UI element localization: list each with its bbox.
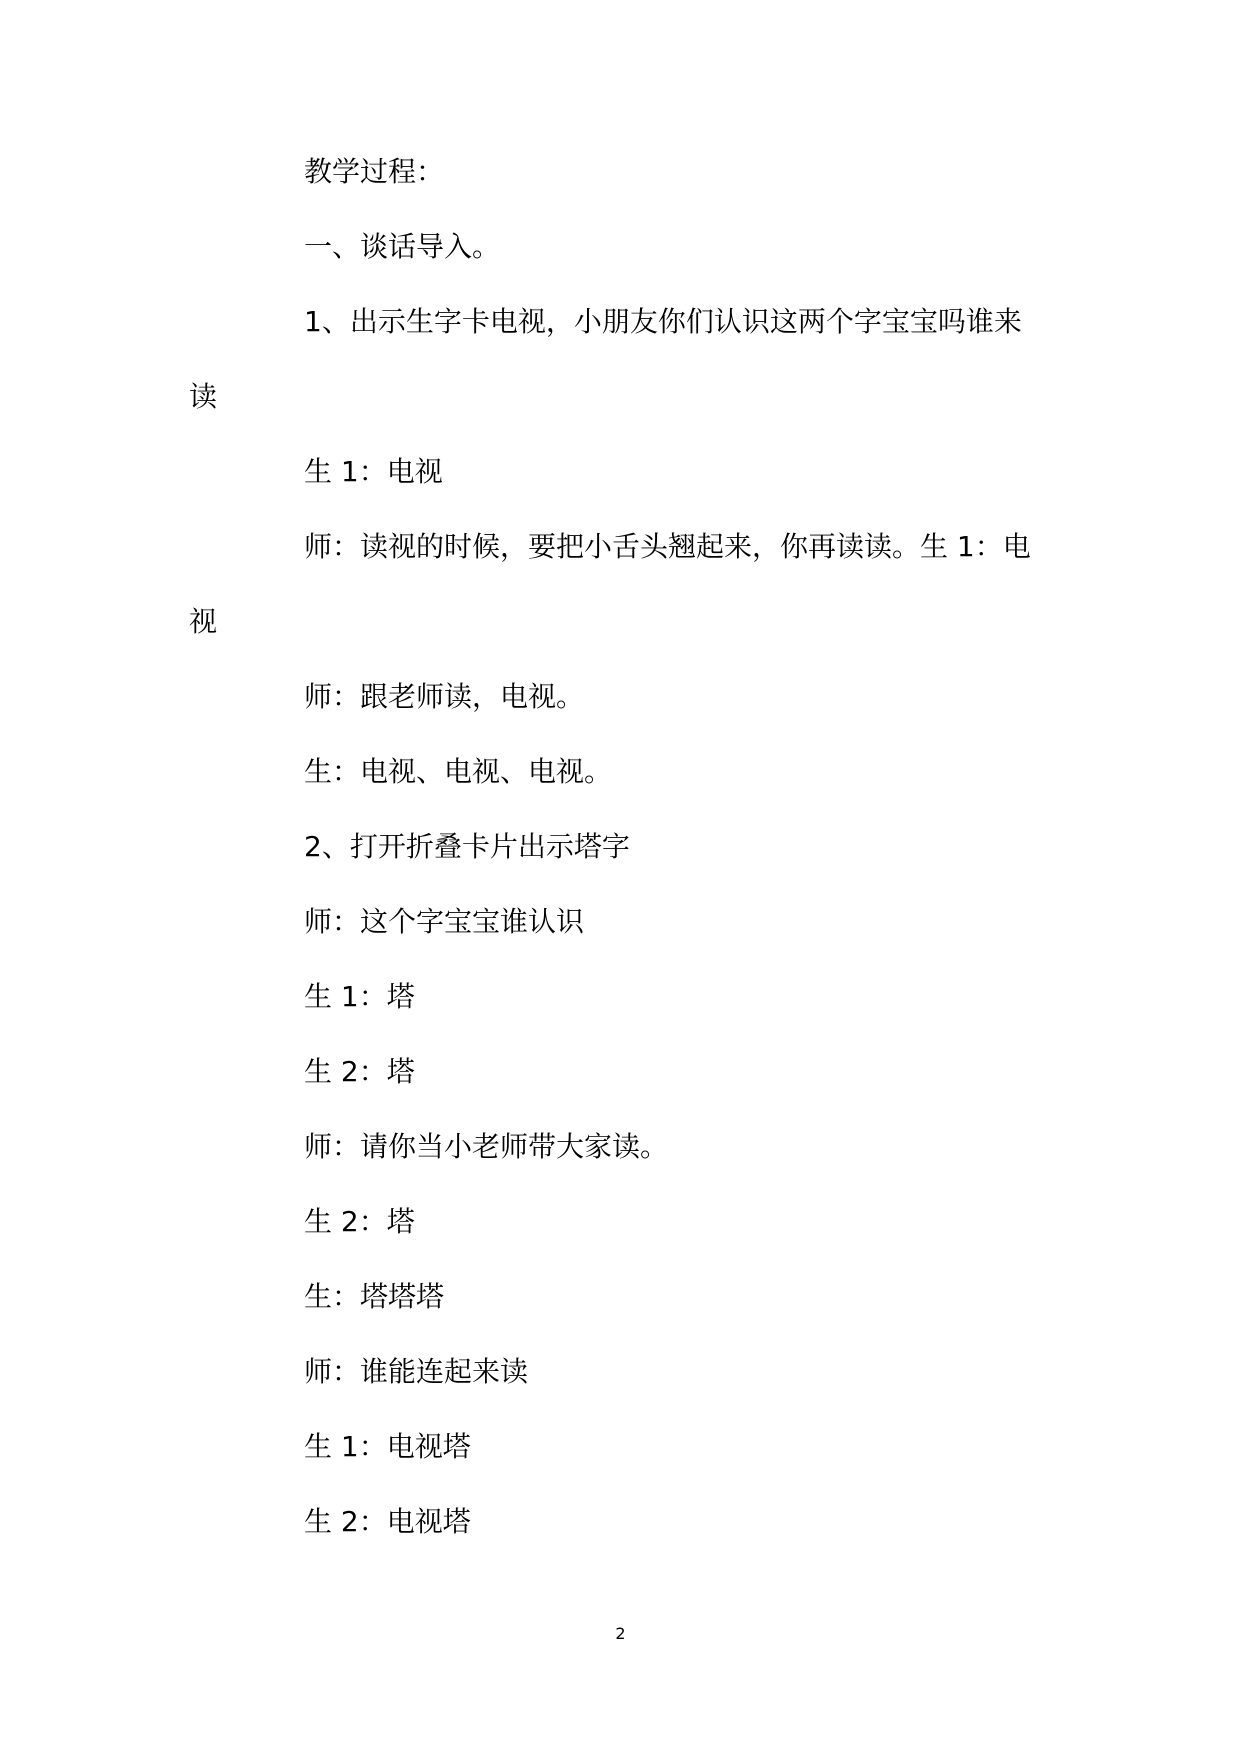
paragraph-line: 1、出示生字卡电视，小朋友你们认识这两个字宝宝吗谁来 (304, 305, 1022, 338)
dialogue-line: 师：读视的时候，要把小舌头翘起来，你再读读。生 1：电 (304, 530, 1031, 563)
dialogue-line: 师：请你当小老师带大家读。 (304, 1130, 669, 1163)
dialogue-line: 师：跟老师读，电视。 (304, 680, 585, 713)
dialogue-line: 生 1：电视 (304, 455, 443, 488)
dialogue-line: 生 1：电视塔 (304, 1430, 471, 1463)
dialogue-line: 师：这个字宝宝谁认识 (304, 905, 585, 938)
dialogue-line: 生：塔塔塔 (304, 1280, 445, 1313)
dialogue-line: 师：谁能连起来读 (304, 1355, 529, 1388)
dialogue-line: 生 2：塔 (304, 1055, 415, 1088)
paragraph-line-continued: 读 (189, 380, 218, 413)
paragraph-line: 2、打开折叠卡片出示塔字 (304, 830, 630, 863)
subsection-heading: 一、谈话导入。 (304, 230, 501, 263)
dialogue-line: 生 2：塔 (304, 1205, 415, 1238)
dialogue-line: 生：电视、电视、电视。 (304, 755, 613, 788)
dialogue-line: 生 2：电视塔 (304, 1505, 471, 1538)
dialogue-line-continued: 视 (189, 605, 218, 638)
section-heading: 教学过程： (304, 155, 445, 188)
page-number: 2 (615, 1624, 626, 1643)
dialogue-line: 生 1：塔 (304, 980, 415, 1013)
